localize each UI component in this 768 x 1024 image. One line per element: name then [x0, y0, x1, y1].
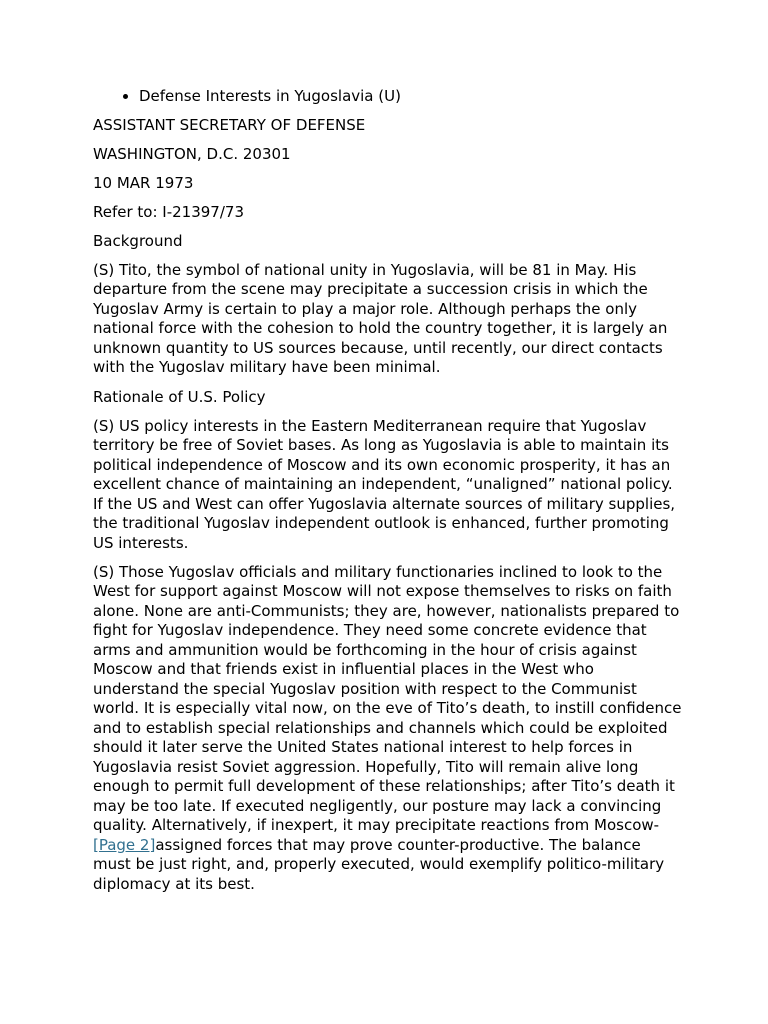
- document-title-bullet: • Defense Interests in Yugoslavia (U): [139, 87, 683, 107]
- background-heading: Background: [93, 231, 183, 250]
- background-paragraph: (S) Tito, the symbol of national unity in Yugoslavia, will be 81 in May. His departure from the scene may precipitate a succession crisis in which the Yugoslav Army is certain to play a major role. Although perhaps the only national force with the cohesion to hold the country together, it is largely an unknown quantity to US sources because, until recently, our direct contacts with the Yugoslav military have been minimal.: [93, 260, 668, 377]
- rationale-paragraph-2-part-1: (S) Those Yugoslav officials and military functionaries inclined to look to the West for support against Moscow will not expose themselves to risks on faith alone. None are anti-Communists; they are, however, nationalists prepared to fight for Yugoslav independence. They need some concrete evidence that arms and ammunition would be forthcoming in the hour of crisis against Moscow and that friends exist in influential places in the West who understand the special Yugoslav position with respect to the Communist world. It is especially vital now, on the eve of Tito’s death, to instill confidence and to establish special relationships and channels which could be exploited should it later serve the United States national interest to help forces in Yugoslavia resist Soviet aggression. Hopefully, Tito will remain alive long enough to permit full development of these relationships; after Tito’s death it may be too late. If executed negligently, our posture may lack a convincing quality. Alternatively, if inexpert, it may precipitate reactions from Moscow-: [93, 562, 682, 835]
- rationale-paragraph-2: [93, 563, 683, 895]
- rationale-heading: Rationale of U.S. Policy: [93, 387, 266, 406]
- issuing-office: ASSISTANT SECRETARY OF DEFENSE: [93, 115, 366, 134]
- document-page: [93, 87, 683, 904]
- document-date: 10 MAR 1973: [93, 173, 194, 192]
- rationale-paragraph-2-part-2: assigned forces that may prove counter-productive. The balance must be just right, and, properly executed, would exemplify politico-military diplomacy at its best.: [93, 835, 665, 893]
- document-heading-list: [93, 87, 683, 107]
- reference-number: Refer to: I-21397/73: [93, 202, 244, 221]
- office-address: WASHINGTON, D.C. 20301: [93, 144, 291, 163]
- rationale-paragraph-1: (S) US policy interests in the Eastern Mediterranean require that Yugoslav territory be free of Soviet bases. As long as Yugoslavia is able to maintain its political independence of Moscow and its own economic prosperity, it has an excellent chance of maintaining an independent, “unaligned” national policy. If the US and West can offer Yugoslavia alternate sources of military supplies, the traditional Yugoslav independent outlook is enhanced, further promoting US interests.: [93, 416, 676, 552]
- page-2-link[interactable]: [Page 2]: [93, 835, 156, 854]
